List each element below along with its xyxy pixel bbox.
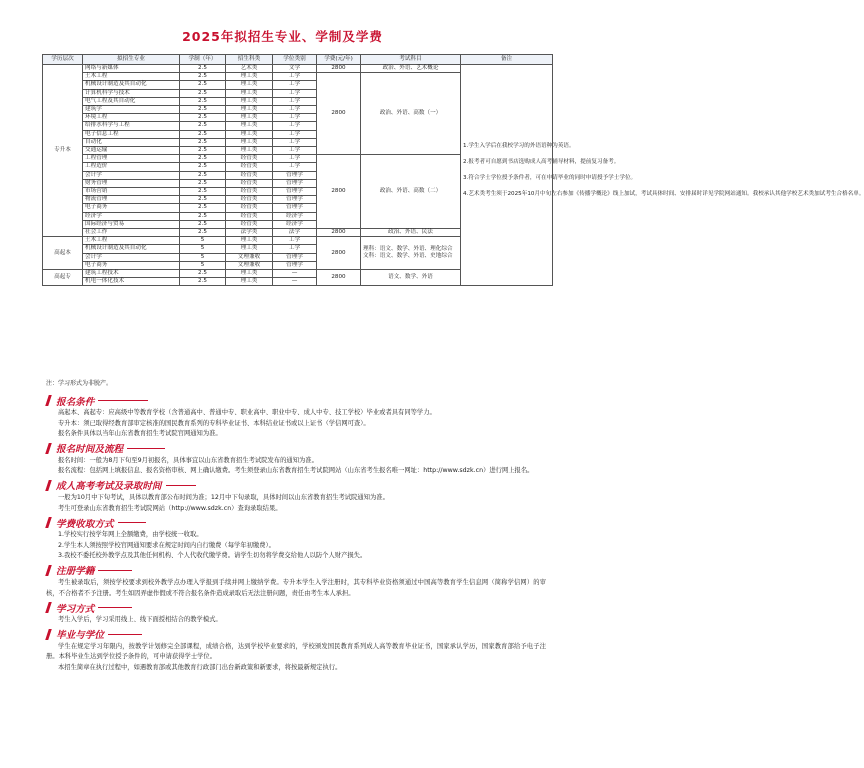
years-cell: 2.5 xyxy=(180,97,226,105)
notes-cell xyxy=(461,65,864,286)
heading-underline xyxy=(98,607,132,608)
degree-cell: 工学 xyxy=(273,155,317,163)
category-cell: 理工类 xyxy=(226,278,273,286)
page-title-wrap xyxy=(0,26,565,45)
degree-cell: 管理学 xyxy=(273,179,317,187)
category-cell: 经管类 xyxy=(226,171,273,179)
note-text: 4.艺术类考生须于2025年10月中旬左右参加《传播学概论》线上加试，考试具体时间、安排届时详见学院网站通知。我校承认其他学校艺术类加试考生合格名单。 xyxy=(463,191,864,198)
slash-icon xyxy=(45,629,52,640)
header-cell: 学历层次 xyxy=(43,55,83,65)
slash-icon xyxy=(45,602,52,613)
degree-cell: 管理学 xyxy=(273,196,317,204)
slash-icon xyxy=(45,565,52,576)
major-cell: 机电一体化技术 xyxy=(83,278,180,286)
major-cell: 电子商务 xyxy=(83,261,180,269)
section-paragraph: 报名流程：包括网上填报信息、报名资格审核、网上确认缴费。考生须登录山东省教育招生考试院网站（山东省考生报名唯一网址：http://www.sdzk.cn）进行网上报名。 xyxy=(58,467,534,475)
section-paragraph: 一般为10月中下旬考试，具体以教育部公布时间为准；12月中下旬录取，具体时间以山东省教育招生考试院通知为准。 xyxy=(58,493,389,501)
fee-cell: 2800 xyxy=(317,155,361,229)
section-title: 学费收取方式 xyxy=(56,518,114,530)
header-cell: 拟招生专业 xyxy=(83,55,180,65)
category-cell: 理工类 xyxy=(226,245,273,253)
section-paragraph: 1.学校实行按学年网上全额缴费，由学校统一收取。 xyxy=(58,531,203,539)
major-cell: 机械设计制造及其自动化 xyxy=(83,81,180,89)
major-cell: 电子信息工程 xyxy=(83,130,180,138)
major-cell: 会计学 xyxy=(83,253,180,261)
major-cell: 建筑工程技术 xyxy=(83,270,180,278)
section-paragraph: 学生在规定学习年限内，按教学计划修完全部课程，成绩合格，达到学校毕业要求的，学校颁发国民教育系列成人高等教育毕业证书，国家承认学历，国家教育部给予电子注册。本科毕业生达到学位授予条件的，可申请获得学士学位。 xyxy=(46,642,546,661)
exam-cell: 语文、数学、外语 xyxy=(361,270,461,286)
table-header-row xyxy=(43,55,553,65)
years-cell: 2.5 xyxy=(180,171,226,179)
years-cell: 5 xyxy=(180,253,226,261)
years-cell: 2.5 xyxy=(180,179,226,187)
years-cell: 2.5 xyxy=(180,73,226,81)
fee-cell: 2800 xyxy=(317,237,361,270)
years-cell: 5 xyxy=(180,261,226,269)
fee-cell: 2800 xyxy=(317,229,361,237)
section-title: 毕业与学位 xyxy=(56,630,104,642)
degree-cell: — xyxy=(273,278,317,286)
section-title: 报名条件 xyxy=(56,396,95,408)
degree-cell: 经济学 xyxy=(273,212,317,220)
major-cell: 自动化 xyxy=(83,138,180,146)
years-cell: 2.5 xyxy=(180,122,226,130)
degree-cell: 工学 xyxy=(273,122,317,130)
major-cell: 会计学 xyxy=(83,171,180,179)
category-cell: 理工类 xyxy=(226,81,273,89)
header-cell: 学位类别 xyxy=(273,55,317,65)
major-cell: 工程造价 xyxy=(83,163,180,171)
degree-cell: 工学 xyxy=(273,81,317,89)
fee-cell: 2800 xyxy=(317,65,361,73)
category-cell: 法学类 xyxy=(226,229,273,237)
header-cell: 考试科目 xyxy=(361,55,461,65)
degree-cell: 管理学 xyxy=(273,261,317,269)
major-cell: 经济学 xyxy=(83,212,180,220)
slash-icon xyxy=(45,443,52,454)
category-cell: 经管类 xyxy=(226,179,273,187)
years-cell: 2.5 xyxy=(180,89,226,97)
major-cell: 给排水科学与工程 xyxy=(83,122,180,130)
degree-cell: 工学 xyxy=(273,237,317,245)
years-cell: 2.5 xyxy=(180,106,226,114)
degree-cell: 经济学 xyxy=(273,220,317,228)
years-cell: 2.5 xyxy=(180,81,226,89)
section-title: 注册学籍 xyxy=(56,566,95,578)
category-cell: 经管类 xyxy=(226,155,273,163)
years-cell: 2.5 xyxy=(180,229,226,237)
section-heading xyxy=(46,601,546,614)
category-cell: 文理兼收 xyxy=(226,253,273,261)
level-cell: 专升本 xyxy=(43,65,83,237)
note-text: 2.报考者可自愿到书店选购成人高考辅导材料，提前复习备考。 xyxy=(463,159,620,166)
degree-cell: 工学 xyxy=(273,114,317,122)
section-heading xyxy=(46,564,546,577)
section-title: 成人高考考试及录取时间 xyxy=(56,481,162,493)
major-cell: 财务管理 xyxy=(83,179,180,187)
section-paragraph: 报名时间：一般为8月下旬至9月初报名，具体事宜以山东省教育招生考试院发布的通知为准。 xyxy=(58,456,318,464)
major-cell: 环境工程 xyxy=(83,114,180,122)
category-cell: 经管类 xyxy=(226,163,273,171)
fee-cell: 2800 xyxy=(317,270,361,286)
heading-underline xyxy=(108,634,142,635)
category-cell: 经管类 xyxy=(226,196,273,204)
category-cell: 文理兼收 xyxy=(226,261,273,269)
section-paragraph: 考生被录取后，须按学校要求到校外教学点办理入学报到手续并网上缴纳学费。专升本学生入学注册时，其专科毕业资格须通过中国高等教育学生信息网（简称学信网）的审核，不合格者不予注册。考生如因弄虚作假或不符合报名条件造成录取后无法注册问题，责任由考生本人承担。 xyxy=(46,578,546,597)
section-heading xyxy=(46,394,546,407)
category-cell: 经管类 xyxy=(226,220,273,228)
major-cell: 电气工程及其自动化 xyxy=(83,97,180,105)
table-row xyxy=(43,65,553,73)
exam-wen-text: 文科：语文、数学、外语、史地综合 xyxy=(363,253,453,260)
slash-icon xyxy=(45,480,52,491)
years-cell: 2.5 xyxy=(180,188,226,196)
major-cell: 物流管理 xyxy=(83,196,180,204)
category-cell: 理工类 xyxy=(226,122,273,130)
degree-cell: 管理学 xyxy=(273,188,317,196)
header-cell: 学制（年） xyxy=(180,55,226,65)
major-cell: 交通运输 xyxy=(83,147,180,155)
slash-icon xyxy=(45,395,52,406)
category-cell: 经管类 xyxy=(226,188,273,196)
major-cell: 社会工作 xyxy=(83,229,180,237)
heading-underline xyxy=(127,448,165,449)
section-title: 报名时间及流程 xyxy=(56,444,124,456)
years-cell: 2.5 xyxy=(180,204,226,212)
major-cell: 建筑学 xyxy=(83,106,180,114)
degree-cell: 管理学 xyxy=(273,253,317,261)
category-cell: 理工类 xyxy=(226,89,273,97)
exam-cell: 政治、外语、民法 xyxy=(361,229,461,237)
category-cell: 理工类 xyxy=(226,114,273,122)
years-cell: 2.5 xyxy=(180,130,226,138)
years-cell: 2.5 xyxy=(180,155,226,163)
degree-cell: 文学 xyxy=(273,65,317,73)
section-paragraph: 高起本、高起专：应高级中等教育学校（含普通高中、普通中专、职业高中、职业中专、成人中专、技工学校）毕业或者具有同等学力。 xyxy=(58,409,436,416)
major-cell: 网络与新媒体 xyxy=(83,65,180,73)
exam-cell xyxy=(361,237,461,270)
category-cell: 理工类 xyxy=(226,147,273,155)
header-cell: 招生科类 xyxy=(226,55,273,65)
section-paragraph: 2.学生本人须按照学校官网通知要求在规定时间内自行缴费（每学年初缴费）。 xyxy=(58,541,275,549)
category-cell: 经管类 xyxy=(226,204,273,212)
degree-cell: 工学 xyxy=(273,163,317,171)
heading-underline xyxy=(98,570,132,571)
years-cell: 2.5 xyxy=(180,163,226,171)
category-cell: 经管类 xyxy=(226,212,273,220)
degree-cell: 工学 xyxy=(273,130,317,138)
category-cell: 理工类 xyxy=(226,130,273,138)
section-heading xyxy=(46,516,546,529)
years-cell: 5 xyxy=(180,245,226,253)
major-cell: 土木工程 xyxy=(83,73,180,81)
header-cell: 备注 xyxy=(461,55,553,65)
section-title: 学习方式 xyxy=(56,603,95,615)
heading-underline xyxy=(166,485,196,486)
fee-cell: 2800 xyxy=(317,73,361,155)
section-paragraph: 本招生简章在执行过程中，如遇教育部或其他教育行政部门出台新政策和新要求，将按最新规定执行。 xyxy=(58,663,342,671)
exam-li-text: 理科：语文、数学、外语、理化综合 xyxy=(363,245,453,252)
major-cell: 国际经济与贸易 xyxy=(83,220,180,228)
major-cell: 工程管理 xyxy=(83,155,180,163)
category-cell: 理工类 xyxy=(226,97,273,105)
section-heading xyxy=(46,628,546,641)
category-cell: 理工类 xyxy=(226,106,273,114)
section-paragraph: 3.我校不委托校外教学点及其他任何机构、个人代收代缴学费。请学生切勿将学费交给他人以防个人财产损失。 xyxy=(58,552,367,560)
section-paragraph: 专升本：须已取得经教育部审定核准的国民教育系列的专科毕业证书、本科结业证书或以上证书（学信网可查）。 xyxy=(58,419,370,427)
category-cell: 理工类 xyxy=(226,237,273,245)
section-paragraph: 考生入学后，学习采用线上、线下面授相结合的教学模式。 xyxy=(58,616,222,624)
section-paragraph: 考生可登录山东省教育招生考试院网站（http://www.sdzk.cn）查询录取结果。 xyxy=(58,504,282,512)
degree-cell: 法学 xyxy=(273,229,317,237)
category-cell: 理工类 xyxy=(226,73,273,81)
enrollment-table xyxy=(42,54,864,286)
degree-cell: 工学 xyxy=(273,245,317,253)
degree-cell: — xyxy=(273,270,317,278)
table-footnote: 注：学习形式为非脱产。 xyxy=(46,380,113,387)
info-sections xyxy=(46,392,546,674)
degree-cell: 工学 xyxy=(273,106,317,114)
degree-cell: 管理学 xyxy=(273,171,317,179)
heading-underline xyxy=(98,400,148,401)
degree-cell: 工学 xyxy=(273,73,317,81)
major-cell: 电子商务 xyxy=(83,204,180,212)
major-cell: 市场营销 xyxy=(83,188,180,196)
years-cell: 2.5 xyxy=(180,114,226,122)
section-paragraph: 报名条件具体以当年山东省教育招生考试院官网通知为准。 xyxy=(58,430,222,438)
years-cell: 2.5 xyxy=(180,147,226,155)
degree-cell: 工学 xyxy=(273,97,317,105)
slash-icon xyxy=(45,517,52,528)
category-cell: 理工类 xyxy=(226,138,273,146)
degree-cell: 工学 xyxy=(273,89,317,97)
page-title: 2025年拟招生专业、学制及学费 xyxy=(182,29,383,44)
header-cell: 学费(元/年) xyxy=(317,55,361,65)
years-cell: 5 xyxy=(180,237,226,245)
years-cell: 2.5 xyxy=(180,220,226,228)
years-cell: 2.5 xyxy=(180,138,226,146)
section-heading xyxy=(46,442,546,455)
years-cell: 2.5 xyxy=(180,212,226,220)
major-cell: 计算机科学与技术 xyxy=(83,89,180,97)
degree-cell: 管理学 xyxy=(273,204,317,212)
major-cell: 机械设计制造及其自动化 xyxy=(83,245,180,253)
years-cell: 2.5 xyxy=(180,65,226,73)
degree-cell: 工学 xyxy=(273,147,317,155)
category-cell: 理工类 xyxy=(226,270,273,278)
heading-underline xyxy=(118,522,146,523)
major-cell: 土木工程 xyxy=(83,237,180,245)
years-cell: 2.5 xyxy=(180,196,226,204)
exam-cell: 政治、外语、高数（二） xyxy=(361,155,461,229)
level-cell: 高起专 xyxy=(43,270,83,286)
years-cell: 2.5 xyxy=(180,278,226,286)
note-text: 1.学生入学后在我校学习的外语语种为英语。 xyxy=(463,142,575,149)
note-text: 3.符合学士学位授予条件者，可在申请毕业的同时申请授予学士学位。 xyxy=(463,175,637,182)
exam-cell: 政治、外语、艺术概论 xyxy=(361,65,461,73)
exam-cell: 政治、外语、高数（一） xyxy=(361,73,461,155)
degree-cell: 工学 xyxy=(273,138,317,146)
years-cell: 2.5 xyxy=(180,270,226,278)
category-cell: 艺术类 xyxy=(226,65,273,73)
section-heading xyxy=(46,479,546,492)
level-cell: 高起本 xyxy=(43,237,83,270)
